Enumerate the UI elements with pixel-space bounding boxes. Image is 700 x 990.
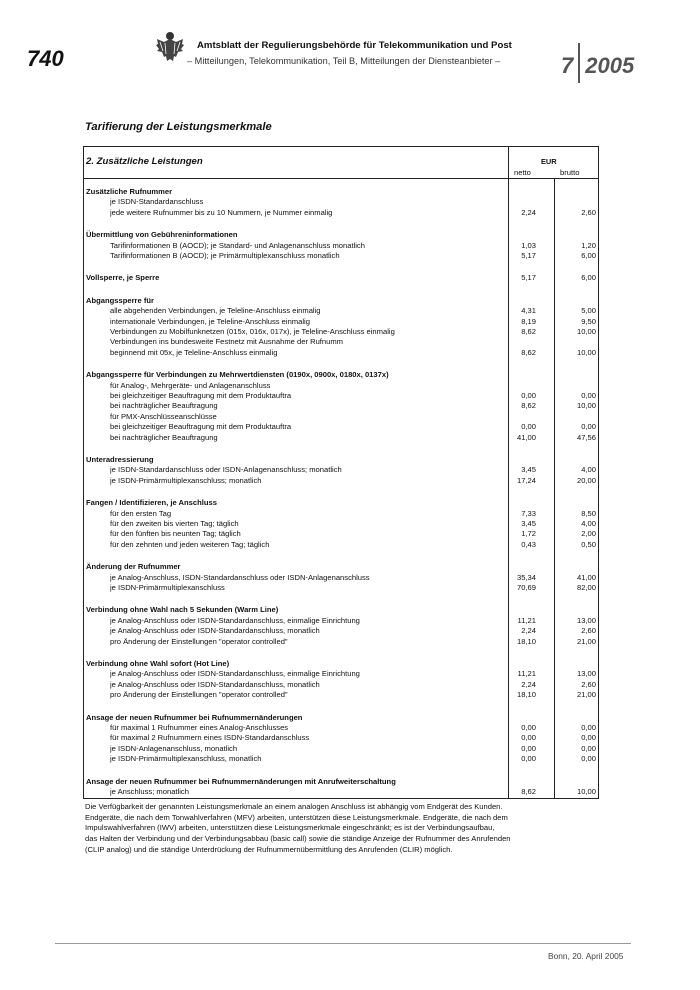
table-row xyxy=(84,573,598,583)
price-brutto: 4,00 xyxy=(581,519,596,528)
price-netto: 2,24 xyxy=(521,679,536,689)
group-heading-row xyxy=(84,455,598,465)
row-label: Tarifinformationen B (AOCD); je Standard- und Anlagenanschluss monatlich xyxy=(110,240,365,250)
group-heading-row xyxy=(84,713,598,723)
col-header-brutto: brutto xyxy=(560,168,580,177)
price-brutto: 10,00 xyxy=(576,787,596,796)
table-row xyxy=(84,381,598,391)
row-label: je Analog-Anschluss oder ISDN-Standardanschluss, einmalige Einrichtung xyxy=(110,669,360,679)
publication-title: Amtsblatt der Regulierungsbehörde für Telekommunikation und Post xyxy=(197,40,512,51)
group-heading: Änderung der Rufnummer xyxy=(86,562,181,572)
row-label: für den zweiten bis vierten Tag; täglich xyxy=(110,519,239,528)
group-heading: Unteradressierung xyxy=(86,455,154,464)
group-heading: Übermittlung von Gebühreninformationen xyxy=(86,230,238,240)
table-row xyxy=(84,251,598,261)
price-brutto: 82,00 xyxy=(576,583,596,592)
footnote-line: (CLIP analog) und die ständige Unterdrückung der Rufnummernübermittlung des Anrufenden (CLIR) möglich. xyxy=(85,844,453,854)
group-heading: Ansage der neuen Rufnummer bei Rufnummernänderungen mit Anrufweiterschaltung xyxy=(86,776,396,786)
footer-date: Bonn, 20. April 2005 xyxy=(548,951,624,961)
row-label: für den ersten Tag xyxy=(110,508,172,518)
row-label: bei gleichzeitiger Beauftragung mit dem Produktauftra xyxy=(110,422,292,432)
price-netto: 0,00 xyxy=(521,723,536,732)
row-label: je ISDN-Anlagenanschluss, monatlich xyxy=(110,743,238,753)
table-row xyxy=(84,540,598,550)
group-heading-row xyxy=(84,562,598,572)
price-brutto: 47,56 xyxy=(576,432,596,442)
price-netto: 8,62 xyxy=(521,327,536,336)
table-row xyxy=(84,509,598,519)
price-brutto: 2,60 xyxy=(581,207,596,217)
group-heading: Zusätzliche Rufnummer xyxy=(86,187,173,196)
price-brutto: 1,20 xyxy=(581,240,596,250)
price-brutto: 10,00 xyxy=(576,347,596,357)
group-heading-row xyxy=(84,273,598,283)
price-netto: 0,00 xyxy=(521,391,536,400)
section-title: Tarifierung der Leistungsmerkmale xyxy=(85,121,272,133)
row-label: bei gleichzeitiger Beauftragung mit dem Produktauftra xyxy=(110,391,292,400)
price-netto: 2,24 xyxy=(521,207,536,217)
price-brutto: 0,50 xyxy=(581,539,596,549)
group-heading-row xyxy=(84,659,598,669)
price-brutto: 13,00 xyxy=(576,615,596,625)
group-heading: Abgangssperre für Verbindungen zu Mehrwertdiensten (0190x, 0900x, 0180x, 0137x) xyxy=(86,370,389,380)
table-row xyxy=(84,327,598,337)
table-row xyxy=(84,680,598,690)
price-netto: 3,45 xyxy=(521,519,536,528)
group-heading-row xyxy=(84,498,598,508)
group-heading-row xyxy=(84,187,598,197)
group-heading: Verbindung ohne Wahl sofort (Hot Line) xyxy=(86,659,230,668)
price-netto: 18,10 xyxy=(516,636,536,646)
group-heading: Verbindung ohne Wahl nach 5 Sekunden (Warm Line) xyxy=(86,605,279,615)
row-label: Verbindungen ins bundesweite Festnetz mit Ausnahme der Rufnumm xyxy=(110,337,344,347)
table-row xyxy=(84,306,598,316)
row-label: für den zehnten und jeden weiteren Tag; täglich xyxy=(110,539,270,549)
row-label: je ISDN-Standardanschluss oder ISDN-Anlagenanschluss; monatlich xyxy=(110,465,342,475)
table-row xyxy=(84,208,598,218)
group-heading-row xyxy=(84,296,598,306)
table-row xyxy=(84,637,598,647)
price-brutto: 21,00 xyxy=(576,690,596,700)
issue-no: 7 xyxy=(561,52,574,78)
price-netto: 17,24 xyxy=(516,475,536,485)
table-row xyxy=(84,412,598,422)
table-row xyxy=(84,787,598,797)
table-row xyxy=(84,519,598,529)
footnote xyxy=(85,802,605,856)
row-label: internationale Verbindungen, je Teleline-Anschluss einmalig xyxy=(110,316,310,326)
table-row xyxy=(84,754,598,764)
price-netto: 41,00 xyxy=(516,432,536,442)
table-row xyxy=(84,723,598,733)
table-row xyxy=(84,433,598,443)
group-heading-row xyxy=(84,777,598,787)
price-brutto: 2,00 xyxy=(581,529,596,539)
header-divider xyxy=(83,178,599,179)
price-brutto: 2,60 xyxy=(581,679,596,689)
col-header-netto: netto xyxy=(514,168,531,177)
price-netto: 0,43 xyxy=(521,539,536,549)
table-row xyxy=(84,422,598,432)
price-netto: 2,24 xyxy=(521,626,536,636)
price-netto: 8,62 xyxy=(521,347,536,357)
issue-year: 2005 xyxy=(585,52,635,78)
price-brutto: 20,00 xyxy=(576,475,596,485)
row-label: je ISDN-Primärmultiplexanschluss xyxy=(110,583,225,592)
footnote-line: Endgeräte, die nach dem Tonwahlverfahren (MFV) arbeiten, unterstützen diese Leistungsmerkmale. Endgeräte, die nach dem xyxy=(85,812,508,822)
row-label: pro Änderung der Einstellungen "operator controlled" xyxy=(110,636,288,646)
group-heading: Fangen / Identifizieren, je Anschluss xyxy=(86,498,217,508)
group-heading-row xyxy=(84,370,598,380)
row-label: je Analog-Anschluss oder ISDN-Standardanschluss, monatlich xyxy=(110,679,320,689)
table-row xyxy=(84,337,598,347)
group-heading: Vollsperre, je Sperre xyxy=(86,273,160,283)
federal-eagle-icon xyxy=(154,30,186,64)
price-netto: 35,34 xyxy=(516,572,536,582)
table-row xyxy=(84,401,598,411)
table-row xyxy=(84,476,598,486)
price-netto: 8,62 xyxy=(521,787,536,796)
row-label: bei nachträglicher Beauftragung xyxy=(110,401,218,411)
table-row xyxy=(84,197,598,207)
row-label: Tarifinformationen B (AOCD); je Primärmultiplexanschluss monatlich xyxy=(110,251,340,260)
footnote-line: das Halten der Verbindung und der Verbindungsabbau (basic call) sowie die ständige Anzeige der Rufnummer des Anrufenden xyxy=(85,834,511,844)
table-row xyxy=(84,690,598,700)
price-netto: 3,45 xyxy=(521,465,536,475)
row-label: je Anschluss; monatlich xyxy=(110,787,189,796)
issue-number xyxy=(561,47,634,87)
price-brutto: 5,00 xyxy=(581,306,596,316)
price-netto: 11,21 xyxy=(517,615,536,625)
price-netto: 4,31 xyxy=(521,306,536,316)
row-label: alle abgehenden Verbindungen, je Teleline-Anschluss einmalig xyxy=(110,306,321,316)
table-heading: 2. Zusätzliche Leistungen xyxy=(86,156,203,167)
table-row xyxy=(84,348,598,358)
row-label: jede weitere Rufnummer bis zu 10 Nummern, je Nummer einmalig xyxy=(110,207,333,217)
footer-rule xyxy=(55,943,631,944)
group-heading-row xyxy=(84,230,598,240)
price-netto: 18,10 xyxy=(516,690,536,700)
price-brutto: 10,00 xyxy=(576,327,596,336)
price-brutto: 13,00 xyxy=(576,669,596,679)
footnote-line: Die Verfügbarkeit der genannten Leistungsmerkmale an einem analogen Anschluss ist abhängig vom Endgerät des Kunden. xyxy=(85,802,503,811)
price-brutto: 0,00 xyxy=(581,391,596,400)
table-row xyxy=(84,733,598,743)
group-heading: Abgangssperre für xyxy=(86,295,154,305)
table-row xyxy=(84,616,598,626)
row-label: für den fünften bis neunten Tag; täglich xyxy=(110,529,241,539)
price-brutto: 8,50 xyxy=(581,508,596,518)
row-label: bei nachträglicher Beauftragung xyxy=(110,432,218,442)
price-brutto: 2,60 xyxy=(581,626,596,636)
table-row xyxy=(84,529,598,539)
row-label: pro Änderung der Einstellungen "operator controlled" xyxy=(110,690,288,700)
currency-label: EUR xyxy=(541,157,557,166)
price-netto: 5,17 xyxy=(521,251,536,260)
table-row xyxy=(84,583,598,593)
row-label: je Analog-Anschluss, ISDN-Standardanschluss oder ISDN-Anlagenanschluss xyxy=(110,572,370,582)
table-row xyxy=(84,317,598,327)
row-label: beginnend mit 05x, je Teleline-Anschluss einmalig xyxy=(110,347,278,357)
row-label: Verbindungen zu Mobilfunknetzen (015x, 016x, 017x), je Teleline-Anschluss einmalig xyxy=(110,327,395,336)
page-number: 740 xyxy=(27,46,64,71)
group-heading: Ansage der neuen Rufnummer bei Rufnummernänderungen xyxy=(86,712,303,722)
price-netto: 8,19 xyxy=(521,316,536,326)
column-divider-middle xyxy=(554,178,555,799)
table-row xyxy=(84,744,598,754)
price-brutto: 0,00 xyxy=(581,733,596,743)
price-brutto: 0,00 xyxy=(581,422,596,432)
table-row xyxy=(84,391,598,401)
row-label: für maximal 1 Rufnummer eines Analog-Anschlusses xyxy=(110,723,289,732)
price-brutto: 10,00 xyxy=(576,401,596,411)
price-netto: 5,17 xyxy=(521,273,536,283)
table-row xyxy=(84,626,598,636)
price-netto: 0,00 xyxy=(521,754,536,764)
price-brutto: 6,00 xyxy=(581,251,596,260)
row-label: für maximal 2 Rufnummern eines ISDN-Standardanschluss xyxy=(110,733,310,743)
price-brutto: 0,00 xyxy=(581,723,596,732)
table-row xyxy=(84,669,598,679)
row-label: für Analog-, Mehrgeräte- und Anlagenanschluss xyxy=(110,380,271,390)
row-label: je Analog-Anschluss oder ISDN-Standardanschluss, monatlich xyxy=(110,626,320,636)
table-row xyxy=(84,465,598,475)
row-label: je ISDN-Primärmultiplexanschluss; monatlich xyxy=(110,475,262,485)
publication-subtitle: – Mitteilungen, Telekommunikation, Teil B, Mitteilungen der Diensteanbieter – xyxy=(187,56,501,66)
price-netto: 11,21 xyxy=(517,669,536,679)
price-brutto: 4,00 xyxy=(581,465,596,475)
price-netto: 0,00 xyxy=(521,743,536,753)
price-brutto: 9,50 xyxy=(581,316,596,326)
price-netto: 1,03 xyxy=(521,240,536,250)
price-netto: 0,00 xyxy=(521,422,536,432)
price-netto: 1,72 xyxy=(521,529,536,539)
row-label: je Analog-Anschluss oder ISDN-Standardanschluss, einmalige Einrichtung xyxy=(110,615,360,625)
footnote-line: Impulswahlverfahren (IWV) arbeiten, unterstützen diese Leistungsmerkmale eingeschränkt; es ist der Verbindungsaufbau, xyxy=(85,823,495,833)
group-heading-row xyxy=(84,605,598,615)
price-netto: 7,33 xyxy=(521,508,536,518)
row-label: je ISDN-Standardanschluss xyxy=(110,197,204,207)
price-brutto: 0,00 xyxy=(581,743,596,753)
row-label: für PMX-Anschlüsseanschlüsse xyxy=(110,411,217,421)
price-netto: 70,69 xyxy=(516,583,536,592)
row-label: je ISDN-Primärmultiplexanschluss, monatlich xyxy=(110,754,262,764)
price-brutto: 41,00 xyxy=(576,572,596,582)
price-brutto: 21,00 xyxy=(576,636,596,646)
price-netto: 8,62 xyxy=(521,401,536,411)
price-brutto: 6,00 xyxy=(581,273,596,283)
price-brutto: 0,00 xyxy=(581,754,596,764)
issue-divider xyxy=(578,43,580,83)
table-row xyxy=(84,241,598,251)
price-netto: 0,00 xyxy=(521,733,536,743)
